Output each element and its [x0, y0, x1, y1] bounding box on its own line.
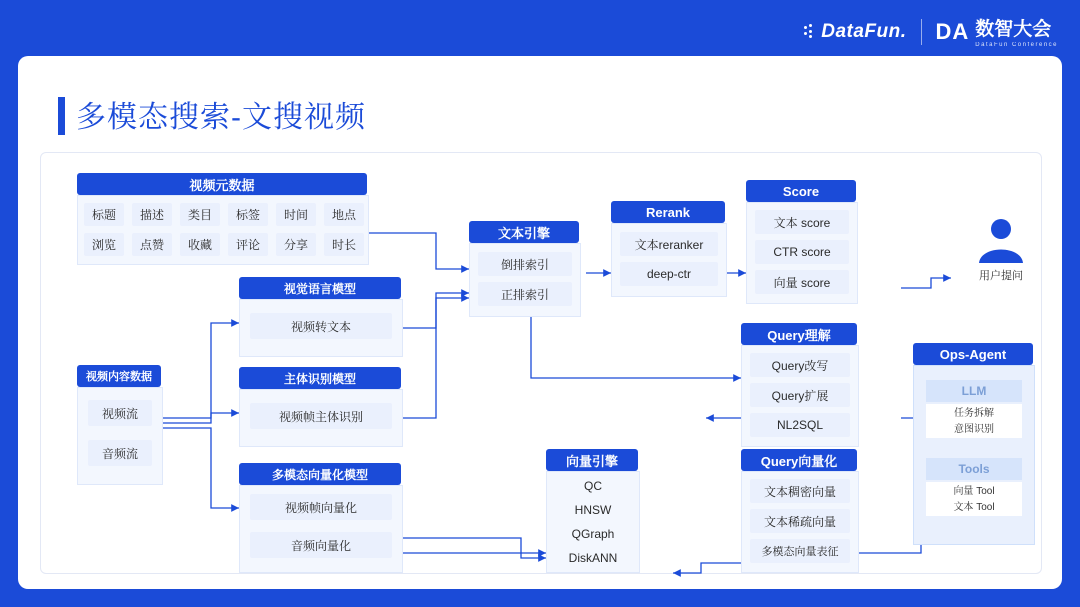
ops-agent-llm-items	[926, 404, 1022, 438]
dots-icon	[804, 24, 818, 38]
vlm-item: 视频转文本	[250, 313, 392, 339]
meta-cell: 类目	[180, 203, 220, 226]
text-engine-item: 正排索引	[478, 282, 572, 306]
video-content-group	[77, 365, 161, 483]
query-vectorization-header: Query向量化	[741, 449, 857, 471]
vector-engine-item: QGraph	[571, 527, 615, 541]
query-vectorization-item: 文本稀疏向量	[750, 509, 850, 533]
score-item: 文本 score	[755, 210, 849, 234]
query-understanding-group	[741, 323, 857, 445]
ops-agent-tools-label: Tools	[926, 458, 1022, 480]
mm-vector-model-item: 视频帧向量化	[250, 494, 392, 520]
user-block	[961, 217, 1041, 287]
query-understanding-item: NL2SQL	[750, 413, 850, 437]
subject-model-group	[239, 367, 401, 445]
user-avatar-icon	[971, 217, 1031, 265]
meta-cell: 描述	[132, 203, 172, 226]
page-title: 多模态搜索-文搜视频	[76, 101, 366, 134]
subject-model-item: 视频帧主体识别	[250, 403, 392, 429]
meta-cell: 收藏	[180, 233, 220, 256]
datafun-logo	[804, 21, 906, 43]
score-group	[746, 180, 856, 302]
meta-cell: 时间	[276, 203, 316, 226]
subject-model-header: 主体识别模型	[239, 367, 401, 389]
vector-engine-item: QC	[584, 479, 602, 493]
score-item: 向量 score	[755, 270, 849, 294]
ops-agent-tools-item: 文本 Tool	[953, 502, 995, 513]
meta-cell: 点赞	[132, 233, 172, 256]
video-content-item: 视频流	[88, 400, 152, 426]
query-understanding-item: Query扩展	[750, 383, 850, 407]
vlm-header: 视觉语言模型	[239, 277, 401, 299]
meta-cell: 地点	[324, 203, 364, 226]
text-engine-header: 文本引擎	[469, 221, 579, 243]
meta-cell: 标签	[228, 203, 268, 226]
text-engine-group	[469, 221, 579, 315]
meta-cell: 标题	[84, 203, 124, 226]
score-header: Score	[746, 180, 856, 202]
slide-card	[18, 56, 1062, 589]
query-understanding-item: Query改写	[750, 353, 850, 377]
rerank-item: 文本reranker	[620, 232, 718, 256]
vector-engine-item: HNSW	[574, 503, 612, 517]
ops-agent-tools-items	[926, 482, 1022, 516]
ops-agent-llm-item: 意图识别	[954, 424, 994, 435]
ops-agent-header: Ops-Agent	[913, 343, 1033, 365]
meta-cell: 浏览	[84, 233, 124, 256]
video-metadata-group	[77, 173, 367, 263]
vector-engine-group	[546, 449, 638, 571]
query-vectorization-item: 多模态向量表征	[750, 539, 850, 563]
da-conference-logo	[936, 14, 1058, 49]
brand-logos	[804, 14, 1058, 49]
slide-header	[0, 0, 1080, 60]
datafun-logo-text: DataFun.	[821, 20, 907, 42]
ops-agent-group	[913, 343, 1033, 543]
rerank-item: deep-ctr	[620, 262, 718, 286]
query-understanding-header: Query理解	[741, 323, 857, 345]
meta-cell: 评论	[228, 233, 268, 256]
ops-agent-tools-item: 向量 Tool	[953, 486, 995, 497]
vector-engine-header: 向量引擎	[546, 449, 638, 471]
mm-vector-model-group	[239, 463, 401, 571]
title-accent-bar	[58, 97, 65, 135]
architecture-diagram	[40, 152, 1042, 574]
meta-cell: 分享	[276, 233, 316, 256]
vector-engine-item: DiskANN	[568, 551, 618, 565]
vlm-group	[239, 277, 401, 355]
conference-title: 数智大会	[975, 19, 1052, 40]
mm-vector-model-item: 音频向量化	[250, 532, 392, 558]
brand-divider	[921, 19, 922, 45]
rerank-header: Rerank	[611, 201, 725, 223]
ops-agent-llm-item: 任务拆解	[954, 408, 994, 419]
video-metadata-header: 视频元数据	[77, 173, 367, 195]
ops-agent-llm-label: LLM	[926, 380, 1022, 402]
da-logo-text: DA	[935, 18, 970, 44]
query-vectorization-group	[741, 449, 857, 571]
conference-subtitle: DataFun Conference	[975, 42, 1058, 48]
text-engine-item: 倒排索引	[478, 252, 572, 276]
rerank-group	[611, 201, 725, 295]
mm-vector-model-header: 多模态向量化模型	[239, 463, 401, 485]
video-content-item: 音频流	[88, 440, 152, 466]
score-item: CTR score	[755, 240, 849, 264]
query-vectorization-item: 文本稠密向量	[750, 479, 850, 503]
video-content-header: 视频内容数据	[77, 365, 161, 387]
user-label: 用户提问	[979, 270, 1023, 282]
meta-cell: 时长	[324, 233, 364, 256]
